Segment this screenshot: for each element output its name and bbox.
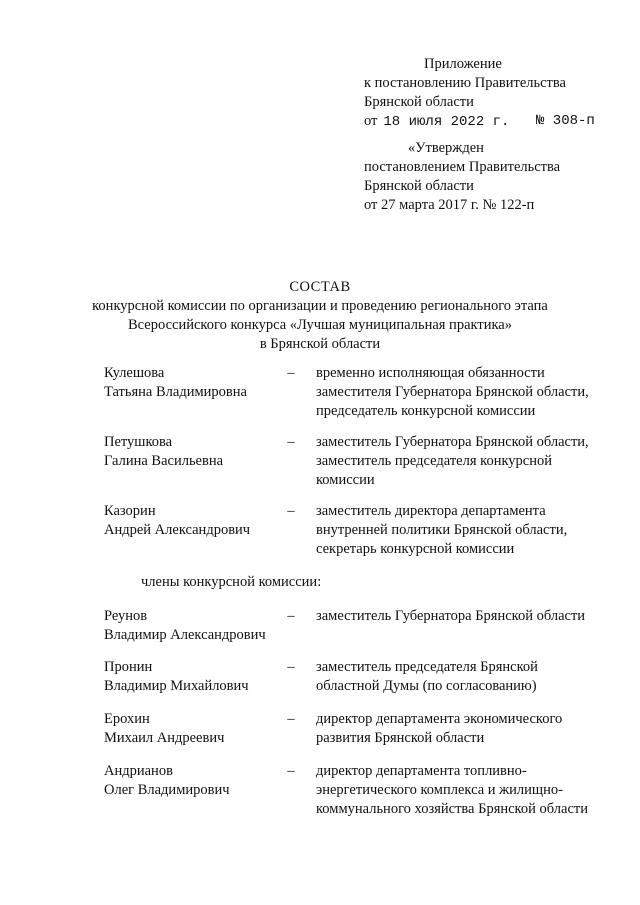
member-role — [316, 607, 616, 626]
dash-separator: – — [287, 434, 295, 450]
member-name — [104, 364, 284, 402]
member-given-name: Владимир Михайлович — [104, 678, 249, 694]
role-line: председатель конкурсной комиссии — [316, 403, 536, 419]
decree-date: 18 июля 2022 г. — [383, 114, 510, 130]
member-given-name: Андрей Александрович — [104, 522, 251, 538]
appendix-title: Приложение — [424, 56, 502, 72]
role-line: заместитель Губернатора Брянской области, — [316, 434, 589, 450]
role-line: заместитель председателя Брянской — [316, 659, 538, 675]
member-surname: Ерохин — [104, 711, 150, 727]
heading-line-3: в Брянской области — [259, 336, 381, 352]
approved-block — [364, 139, 560, 215]
approved-line-1: постановлением Правительства — [364, 159, 561, 175]
date-prefix: от — [364, 113, 378, 129]
member-name — [104, 607, 284, 645]
dash-separator: – — [287, 503, 295, 519]
heading-line-1: конкурсной комиссии по организации и проведению регионального этапа — [92, 298, 548, 314]
appendix-line-2: Брянской области — [364, 94, 474, 110]
role-line: директор департамента топливно- — [316, 763, 527, 779]
member-role — [316, 502, 616, 559]
appendix-block — [364, 55, 595, 131]
role-line: заместитель директора департамента — [316, 503, 546, 519]
member-given-name: Михаил Андреевич — [104, 730, 225, 746]
member-name — [104, 502, 284, 540]
member-given-name: Владимир Александрович — [104, 627, 266, 643]
role-line: областной Думы (по согласованию) — [316, 678, 537, 694]
decree-date-line — [364, 112, 595, 131]
dash-separator: – — [287, 608, 295, 624]
role-line: директор департамента экономического — [316, 711, 563, 727]
dash-separator: – — [287, 763, 295, 779]
role-line: заместитель председателя конкурсной — [316, 453, 553, 469]
appendix-line-1: к постановлению Правительства — [364, 75, 566, 91]
member-surname: Реунов — [104, 608, 148, 624]
approved-line-2: Брянской области — [364, 178, 474, 194]
member-given-name: Галина Васильевна — [104, 453, 224, 469]
member-role — [316, 364, 616, 421]
role-line: коммунального хозяйства Брянской области — [316, 801, 588, 817]
role-line: энергетического комплекса и жилищно- — [316, 782, 563, 798]
heading-line-2: Всероссийского конкурса «Лучшая муниципальная практика» — [128, 317, 512, 333]
role-line: заместитель Губернатора Брянской области — [316, 608, 586, 624]
member-given-name: Олег Владимирович — [104, 782, 230, 798]
role-line: заместителя Губернатора Брянской области, — [316, 384, 589, 400]
dash-separator: – — [287, 365, 295, 381]
dash-separator: – — [287, 659, 295, 675]
heading-title: СОСТАВ — [289, 279, 351, 295]
role-line: секретарь конкурсной комиссии — [316, 541, 515, 557]
document-heading — [0, 278, 640, 354]
member-role — [316, 658, 616, 696]
member-role — [316, 710, 616, 748]
member-role — [316, 433, 616, 490]
approved-title: «Утвержден — [408, 140, 484, 156]
dash-separator: – — [287, 711, 295, 727]
role-line: развития Брянской области — [316, 730, 485, 746]
member-surname: Пронин — [104, 659, 153, 675]
role-line: временно исполняющая обязанности — [316, 365, 545, 381]
role-line: комиссии — [316, 472, 375, 488]
member-role — [316, 762, 616, 819]
member-surname: Андрианов — [104, 763, 173, 779]
member-surname: Казорин — [104, 503, 156, 519]
decree-number: № 308-п — [536, 113, 595, 129]
members-subheading: члены конкурсной комиссии: — [141, 574, 322, 590]
member-name — [104, 762, 284, 800]
member-name — [104, 710, 284, 748]
role-line: внутренней политики Брянской области, — [316, 522, 568, 538]
member-name — [104, 658, 284, 696]
member-given-name: Татьяна Владимировна — [104, 384, 247, 400]
member-surname: Петушкова — [104, 434, 173, 450]
member-name — [104, 433, 284, 471]
approved-line-3: от 27 марта 2017 г. № 122-п — [364, 197, 535, 213]
member-surname: Кулешова — [104, 365, 165, 381]
